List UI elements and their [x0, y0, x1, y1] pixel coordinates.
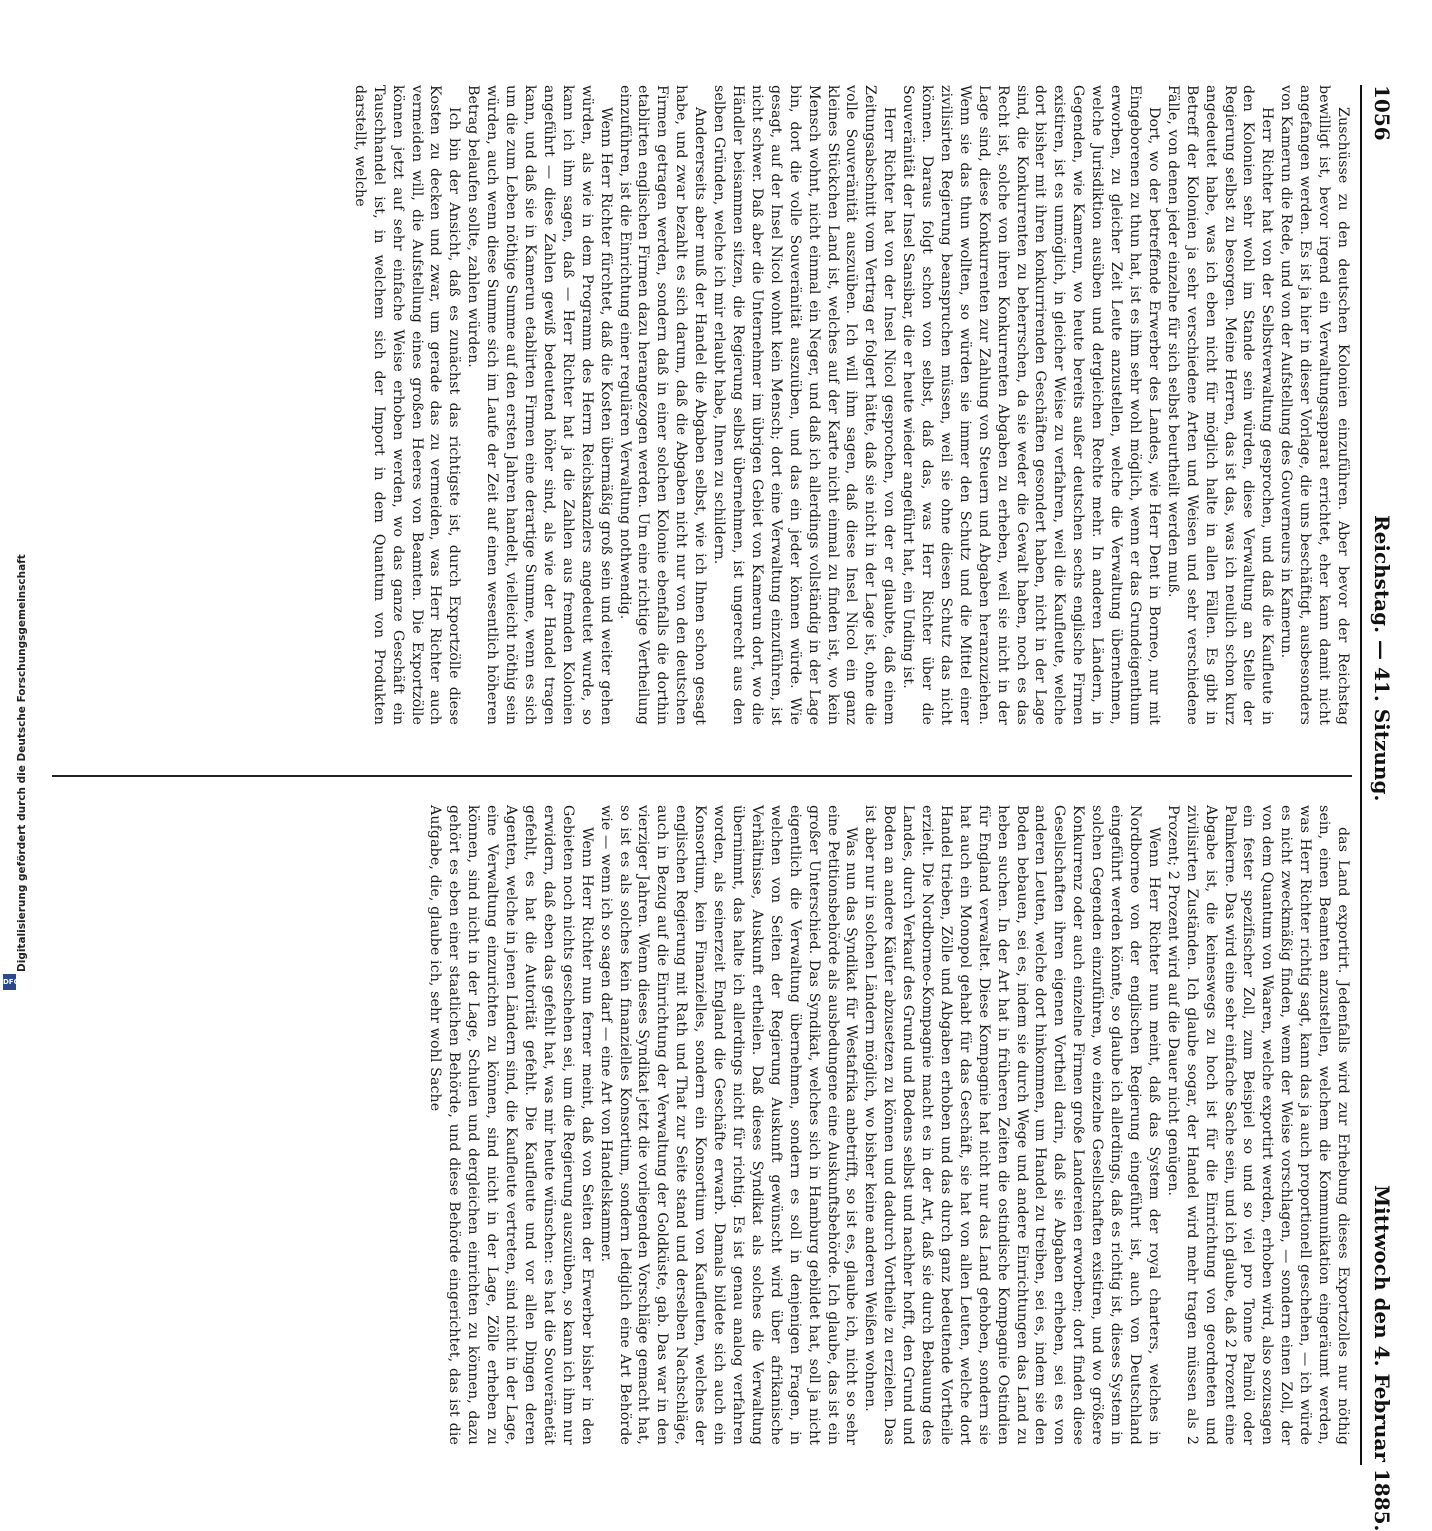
session-date: Mittwoch den 4. Februar 1885. [1370, 1185, 1394, 1531]
right-column [426, 805, 1352, 1445]
rotated-page-content [100, 85, 1400, 1531]
paragraph: Ich bin der Ansicht, daß es zunächst das richtigste ist, durch Exportzölle diese Kosten zu decken und zwar, um gerade das zu vermeiden, was Herr Richter auch vermeiden will, die Aufstellung eines großen Heeres von Beamten. Die Exportzölle können jetzt auf sehr einfache Weise erhoben werden, wo das ganze Geschäft ein Tauschhandel ist, in welchem sich der Import in dem Quantum von Produkten darstellt, welche [351, 85, 463, 725]
left-column [350, 85, 1352, 725]
paragraph: Andererseits aber muß der Handel die Abgaben selbst, wie ich Ihnen schon gesagt habe, und zwar bezahlt es sich darum, daß die Abgaben nicht nur von den deutschen Firmen getragen werden, sondern daß in einer solchen Kolonie ebenfalls die dorthin etablirten englischen Firmen dazu herangezogen werden. Um eine richtige Vertheilung einzuführen, ist die Einrichtung einer regulären Verwaltung nothwendig. [616, 85, 709, 725]
header-rule [1360, 85, 1362, 1465]
paragraph: das Land exportirt. Jedenfalls wird zur Erhebung dieses Exportzolles nur nöthig sein, einen Beamten anzustellen, welchem die Kommunikation eingeräumt werden, was Herr Richter richtig sagt, kann das ja auch proportionell geschehen, — ich würde es nicht zweckmäßig finden, wenn der Weise vorschlagen, — sondern einen Zoll, der von dem Quantum von Waaren, welche exportirt werden, erhoben wird, also sozusagen ein fester spezifischer Zoll, zum Beispiel so und so viel pro Tonne Palmöl oder Palmkerne. Das wird eine sehr einfache Sache sein, und ich glaube, daß 2 Prozent eine Abgabe ist, die keineswegs zu hoch ist für die Einrichtung von geordneten und zivilisirten Zuständen. Ich glaube sogar, der Handel wird mehr tragen müssen als 2 Prozent; 2 Prozent wird auf die Dauer nicht genügen. [1164, 805, 1351, 1445]
paragraph: Zuschüsse zu den deutschen Kolonien einzuführen. Aber bevor der Reichstag bewilligt ist, bevor irgend ein Verwaltungsapparat errichtet, eher kann damit nicht angefangen werden. Es ist ja hier in dieser Vorlage, die uns beschäftigt, ausbesonders von Kamerun die Rede, und von der Aufstellung des Gouverneurs in Kamerun. [1278, 85, 1351, 725]
paragraph: Herr Richter hat von der Selbstverwaltung gesprochen, und daß die Kaufleute in den Kolonien sehr wohl im Stande sein würden, diese Verwaltung an Stelle der Regierung selbst zu besorgen. Meine Herren, das ist das, was ich neulich schon kurz angedeutet habe, was ich eben nicht für möglich halte in allen Fällen. Es gibt in Betreff der Kolonien ja sehr verschiedene Arten und Weisen und sehr verschiedene Fälle, von denen jeder einzelne für sich selbst beurtheilt werden muß. [1164, 85, 1276, 725]
digitization-credit [2, 554, 28, 992]
credit-text: Digitalisierung gefördert durch die Deutsche Forschungsgemeinschaft [16, 554, 28, 972]
page-number: 1056 [1370, 85, 1394, 141]
paragraph: Was nun das Syndikat für Westafrika anbetrifft, so ist es, glaube ich, nicht so sehr eine Petitionsbehörde als ausbedungene eine Auskunftsbehörde. Ich glaube, das ist ein großer Unterschied. Das Syndikat, welches sich in Hamburg gebildet hat, soll ja nicht eigentlich die Verwaltung übernehmen, sondern es soll in denjenigen Fragen, in welchen von Seiten der Regierung Auskunft gewünscht wird über afrikanische Verhältnisse, Auskunft ertheilen. Daß dieses Syndikat als solches die Verwaltung übernimmt, das halte ich allerdings nicht für richtig. Es ist genau analog verfahren worden, als seinerzeit England die Geschäfte erwarb. Damals bildete sich auch ein Konsortium, kein Finanzielles, sondern ein Konsortium von Kaufleuten, welches der englischen Regierung mit Rath und That zur Seite stand und derselben Nachschläge, auch in Bezug auf die Einrichtung der Verwaltung der Goldküste, gab. Das war in den vierziger Jahren. Wenn dieses Syndikat jetzt die vorliegenden Vorschläge gemacht hat, so ist es als solches kein finanzielles Konsortium, sondern lediglich eine Art Behörde wie — wenn ich so sagen darf — eine Art von Handelskammer. [597, 805, 860, 1445]
dfg-logo-icon: DFG [3, 974, 16, 990]
paragraph: Wenn Herr Richter nun meint, daß das System der royal charters, welches in Nordborneo von der englischen Regierung eingeführt ist, auch von Deutschland eingeführt werden könnte, so glaube ich allerdings, daß es richtig ist, dieses System in solchen Gegenden einzuführen, wo einzelne Gesellschaften existiren, und wo größere Konkurrenz oder auch einzelne Firmen große Landereien erworben; dort finden diese Gesellschaften ihren eigenen Vortheil darin, daß sie Abgaben erheben, sei es von anderen Leuten, welche dort hinkommen, um Handel zu treiben, sei es, indem sie den Boden bebauen, sei es, indem sie durch Wege und andere Einrichtungen das Land zu heben suchen. In der Art hat in früheren Zeiten die ostindische Kompagnie Ostindien für England verwaltet. Diese Kompagnie hat nicht nur das Land gehoben, sondern sie hat auch ein Monopol gehabt für das Geschäft, sie hat von allen Leuten, welche dort Handel trieben, Zölle und Abgaben erhoben und das durch ganz bedeutende Vortheile erzielt. Die Nordborneo-Kompagnie macht es in der Art, daß sie durch Bebauung des Landes, durch Verkauf des Grund und Bodens selbst und nachher hofft, den Grund und Boden an andere Käufer abzusetzen zu können und dadurch Vortheile zu erzielen. Das ist aber nur in solchen Ländern möglich, wo bisher keine anderen Weißen wohnen. [862, 805, 1162, 1445]
column-separator [52, 775, 1352, 777]
page-title: Reichstag. — 41. Sitzung. [1370, 515, 1394, 802]
paragraph: Wenn Herr Richter nun ferner meint, daß von Seiten der Erwerber bisher in den Gebieten noch nichts geschehen sei, um die Regierung auszuüben, so kann ich ihm nur erwidern, daß eben das gefehlt hat, was mir heute wünschen: es hat die Souveränetät gefehlt, es hat die Autorität gefehlt. Die Kaufleute und vor allen Dingen deren Agenten, welche in jenen Ländern sind, die Kaufleute vertreten, sind nicht in der Lage, eine Verwaltung einzurichten zu können, sind nicht in der Lage, Zölle erheben zu können, sind nicht in der Lage, Schulen und dergleichen einrichten zu können, dazu gehört es eben einer staatlichen Behörde, und diese Behörde eingerichtet, das ist die Aufgabe, die, glaube ich, sehr wohl Sache [427, 805, 595, 1445]
paragraph: Dort, wo der betreffende Erwerber des Landes, wie Herr Dent in Borneo, nur mit Eingeborenen zu thun hat, ist es ihm sehr wohl möglich, wenn er das Grundeigenthum erworben, zu gleicher Zeit Leute anzustellen, welche die Verwaltung übernehmen, welche Jurisdiktion ausüben und dergleichen Rechte mehr. In anderen Ländern, in Gegenden, wie Kamerun, wo heute bereits außer deutschen sechs englische Firmen existiren, ist es unmöglich, in gleicher Weise zu verfahren, weil die Kaufleute, welche dort bisher mit ihren konkurrirenden Geschäften gesondert haben, nicht in der Lage sind, die Konkurrenten zu beherrschen, da sie weder die Gewalt haben, noch es das Recht ist, solche von ihren Konkurrenten Abgaben zu erheben, weil sie nicht in der Lage sind, diese Konkurrenten zur Zahlung von Steuern und Abgaben heranzuziehen. Wenn sie das thun wollten, so würden sie immer den Schutz und die Mittel einer zivilisirten Regierung beanspruchen müssen, weil sie ohne diesen Schutz das nicht können. Daraus folgt schon von selbst, daß das, was Herr Richter über die Souveränität der Insel Sansibar, die er heute wieder angeführt hat, ein Unding ist. [900, 85, 1162, 725]
page-header [1360, 85, 1400, 1531]
paragraph: Herr Richter hat von der Insel Nicol gesprochen, von der er glaubte, daß einem Zeitungsabschnitt vom Vertrag er folgert hätte, daß sie nicht in der Lage ist, ohne die volle Souveränität auszuüben. Ich will ihm sagen, daß diese Insel Nicol ein ganz kleines Stückchen Land ist, welches auf der Karte nicht einmal zu finden ist, wo kein Mensch wohnt, nicht einmal ein Neger, und daß ich allerdings vollständig in der Lage bin, dort die volle Souveränität auszuüben, und das ein jeder können würde. Wie gesagt, auf der Insel Nicol wohnt kein Mensch; dort eine Verwaltung einzuführen, ist nicht schwer. Daß aber die Unternehmer im übrigen Gebiet von Kamerun dort, wo die Händler beisammen sitzen, die Regierung selbst übernehmen, ist ungerecht aus den selben Gründen, welche ich mir erlaubt habe, Ihnen zu schildern. [711, 85, 898, 725]
paragraph: Wenn Herr Richter fürchtet, daß die Kosten übermäßig groß sein und weiter gehen würden, als wie in dem Programm des Herrn Reichskanzlers angedeutet wurde, so kann ich ihm sagen, daß — Herr Richter hat ja die Zahlen aus fremden Kolonien angeführt — diese Zahlen gewiß bedeutend höher sind, als wie der Handel tragen kann, und daß sie in Kamerun etablirten Firmen eine derartige Summe, wenn es sich um die zum Leben nöthige Summe auf den ersten Jahren handelt, vielleicht nöthig sein würden, auch wenn diese Summe sich im Laufe der Zeit auf einen wesentlich höheren Betrag belaufen sollte, zahlen würden. [465, 85, 614, 725]
